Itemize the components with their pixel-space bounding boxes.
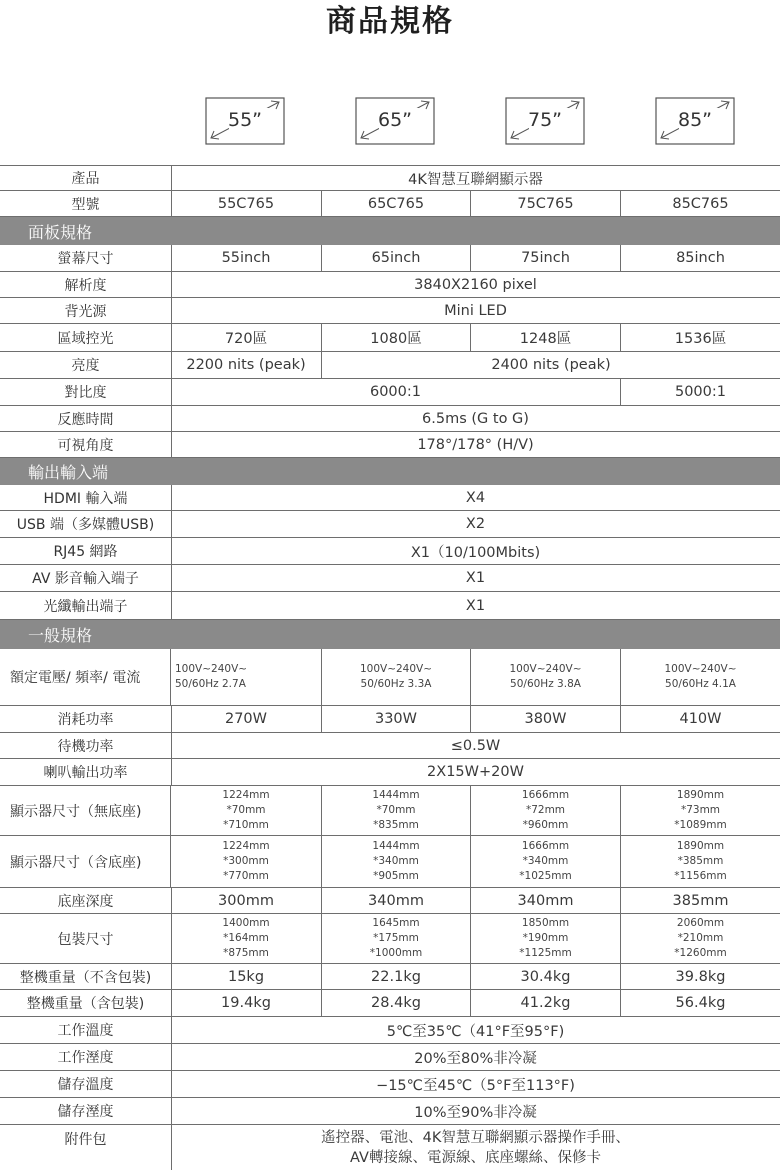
value-st-temp: −15℃至45℃（5°F至113°F) xyxy=(376,1077,575,1094)
label-st-temp: 儲存溫度 xyxy=(0,1071,172,1097)
label-response: 反應時間 xyxy=(0,406,172,431)
consumption-55: 270W xyxy=(224,711,267,727)
row-st-temp xyxy=(0,1071,780,1098)
label-dim-stand: 顯示器尺寸（含底座) xyxy=(0,836,171,887)
value-optical: X1 xyxy=(465,597,486,614)
value-hdmi: X4 xyxy=(465,489,486,506)
package-55: 1400mm *164mm *875mm xyxy=(222,917,270,959)
page-title: 商品規格 xyxy=(326,4,454,39)
screen-65: 65inch xyxy=(321,245,470,271)
package-85: 2060mm *210mm *1260mm xyxy=(620,914,780,963)
row-speaker xyxy=(0,759,780,786)
value-standby: ≤0.5W xyxy=(450,737,501,754)
row-stand-depth xyxy=(0,888,780,914)
model-85: 85C765 xyxy=(620,191,780,216)
row-dim-stand xyxy=(0,836,780,888)
dim-stand-65: 1444mm *340mm *905mm xyxy=(321,836,470,887)
row-consumption xyxy=(0,706,780,733)
label-weight-no-pkg: 整機重量（不含包裝) xyxy=(0,964,172,989)
stand-depth-85: 385mm xyxy=(620,888,780,913)
consumption-85: 410W xyxy=(620,706,780,732)
label-package: 包裝尺寸 xyxy=(0,914,172,963)
power-75: 100V~240V~ 50/60Hz 3.8A xyxy=(470,649,620,705)
row-viewing xyxy=(0,432,780,458)
row-av xyxy=(0,565,780,592)
value-rj45: X1（10/100Mbits) xyxy=(410,544,541,561)
stand-depth-75: 340mm xyxy=(470,888,620,913)
label-hdmi: HDMI 輸入端 xyxy=(0,485,172,510)
value-response: 6.5ms (G to G) xyxy=(422,410,529,427)
package-65: 1645mm *175mm *1000mm xyxy=(321,914,470,963)
row-package xyxy=(0,914,780,964)
label-st-hum: 儲存溼度 xyxy=(0,1098,172,1124)
weight-pkg-75: 41.2kg xyxy=(470,990,620,1016)
row-brightness xyxy=(0,352,780,379)
row-usb xyxy=(0,511,780,538)
dim-nostand-65: 1444mm *70mm *835mm xyxy=(321,786,470,835)
label-product: 產品 xyxy=(0,166,172,190)
consumption-65: 330W xyxy=(321,706,470,732)
brightness-55: 2200 nits (peak) xyxy=(186,357,306,373)
row-hdmi xyxy=(0,485,780,511)
row-screen xyxy=(0,245,780,272)
power-65: 100V~240V~ 50/60Hz 3.3A xyxy=(321,649,470,705)
label-viewing: 可視角度 xyxy=(0,432,172,457)
consumption-75: 380W xyxy=(470,706,620,732)
screen-75: 75inch xyxy=(470,245,620,271)
section-panel: 面板規格 xyxy=(0,217,780,245)
size-label-65: 65” xyxy=(377,109,413,131)
row-st-hum xyxy=(0,1098,780,1125)
screen-85: 85inch xyxy=(620,245,780,271)
row-accessories xyxy=(0,1125,780,1170)
dim-stand-75: 1666mm *340mm *1025mm xyxy=(470,836,620,887)
value-viewing: 178°/178° (H/V) xyxy=(417,436,534,453)
label-standby: 待機功率 xyxy=(0,733,172,758)
label-av: AV 影音輸入端子 xyxy=(0,565,172,591)
weight-pkg-65: 28.4kg xyxy=(321,990,470,1016)
dim-nostand-85: 1890mm *73mm *1089mm xyxy=(620,786,780,835)
value-av: X1 xyxy=(465,570,486,586)
label-brightness: 亮度 xyxy=(0,352,172,378)
label-optical: 光纖輸出端子 xyxy=(0,592,172,619)
value-product: 4K智慧互聯網顯示器 xyxy=(408,171,543,188)
label-op-temp: 工作溫度 xyxy=(0,1017,172,1043)
row-op-hum xyxy=(0,1044,780,1071)
model-65: 65C765 xyxy=(321,191,470,216)
row-op-temp xyxy=(0,1017,780,1044)
row-weight-no-pkg xyxy=(0,964,780,990)
model-55: 55C765 xyxy=(217,195,275,212)
weight-pkg-85: 56.4kg xyxy=(620,990,780,1016)
dim-stand-55: 1224mm *300mm *770mm xyxy=(222,840,270,882)
weight-no-pkg-55: 15kg xyxy=(227,968,265,985)
brightness-rest: 2400 nits (peak) xyxy=(321,352,780,378)
weight-no-pkg-85: 39.8kg xyxy=(620,964,780,989)
value-backlight: Mini LED xyxy=(444,302,507,319)
screen-55: 55inch xyxy=(221,250,271,266)
row-model xyxy=(0,191,780,217)
label-screen: 螢幕尺寸 xyxy=(0,245,172,271)
value-accessories: 遙控器、電池、4K智慧互聯網顯示器操作手冊、 AV轉接線、電源線、底座螺絲、保修卡 xyxy=(321,1129,630,1166)
weight-no-pkg-75: 30.4kg xyxy=(470,964,620,989)
label-op-hum: 工作溼度 xyxy=(0,1044,172,1070)
row-optical xyxy=(0,592,780,620)
size-icon-85 xyxy=(655,97,735,145)
row-response xyxy=(0,406,780,432)
label-resolution: 解析度 xyxy=(0,272,172,297)
size-icon-55 xyxy=(205,97,285,145)
row-dim-nostand xyxy=(0,786,780,836)
label-stand-depth: 底座深度 xyxy=(0,888,172,913)
label-speaker: 喇叭輸出功率 xyxy=(0,759,172,785)
dim-stand-85: 1890mm *385mm *1156mm xyxy=(620,836,780,887)
size-label-85: 85” xyxy=(677,109,713,131)
value-op-temp: 5℃至35℃（41°F至95°F) xyxy=(386,1023,565,1040)
label-dim-nostand: 顯示器尺寸（無底座) xyxy=(0,786,171,835)
label-backlight: 背光源 xyxy=(0,298,172,323)
row-product xyxy=(0,165,780,191)
label-dimming: 區域控光 xyxy=(0,324,172,351)
dimming-55: 720區 xyxy=(224,331,268,347)
value-resolution: 3840X2160 pixel xyxy=(414,276,537,293)
label-power: 額定電壓/ 頻率/ 電流 xyxy=(0,649,171,705)
label-consumption: 消耗功率 xyxy=(0,706,172,732)
value-speaker: 2X15W+20W xyxy=(427,764,524,780)
row-backlight xyxy=(0,298,780,324)
label-contrast: 對比度 xyxy=(0,379,172,405)
size-label-55: 55” xyxy=(227,109,263,131)
size-icon-75 xyxy=(505,97,585,145)
label-usb: USB 端（多媒體USB) xyxy=(0,511,172,537)
section-general: 一般規格 xyxy=(0,620,780,649)
label-accessories: 附件包 xyxy=(0,1125,172,1170)
size-label-75: 75” xyxy=(527,109,563,131)
label-weight-pkg: 整機重量（含包裝) xyxy=(0,990,172,1016)
row-weight-pkg xyxy=(0,990,780,1017)
row-standby xyxy=(0,733,780,759)
dim-nostand-75: 1666mm *72mm *960mm xyxy=(470,786,620,835)
power-55: 100V~240V~ 50/60Hz 2.7A xyxy=(175,663,248,690)
dim-nostand-55: 1224mm *70mm *710mm xyxy=(222,789,270,831)
model-75: 75C765 xyxy=(470,191,620,216)
row-dimming xyxy=(0,324,780,352)
weight-pkg-55: 19.4kg xyxy=(221,995,271,1011)
value-op-hum: 20%至80%非冷凝 xyxy=(414,1050,537,1067)
dimming-85: 1536區 xyxy=(620,324,780,351)
package-75: 1850mm *190mm *1125mm xyxy=(470,914,620,963)
contrast-85: 5000:1 xyxy=(620,379,780,405)
value-st-hum: 10%至90%非冷凝 xyxy=(414,1104,537,1121)
row-power xyxy=(0,649,780,706)
size-icon-65 xyxy=(355,97,435,145)
dimming-65: 1080區 xyxy=(321,324,470,351)
section-io: 輸出輸入端 xyxy=(0,458,780,485)
row-contrast xyxy=(0,379,780,406)
stand-depth-65: 340mm xyxy=(321,888,470,913)
label-model: 型號 xyxy=(0,191,172,216)
dimming-75: 1248區 xyxy=(470,324,620,351)
label-rj45: RJ45 網路 xyxy=(0,538,172,564)
power-85: 100V~240V~ 50/60Hz 4.1A xyxy=(620,649,780,705)
value-usb: X2 xyxy=(465,516,486,532)
contrast-main: 6000:1 xyxy=(369,384,421,400)
row-rj45 xyxy=(0,538,780,565)
stand-depth-55: 300mm xyxy=(218,892,274,909)
weight-no-pkg-65: 22.1kg xyxy=(321,964,470,989)
row-resolution xyxy=(0,272,780,298)
